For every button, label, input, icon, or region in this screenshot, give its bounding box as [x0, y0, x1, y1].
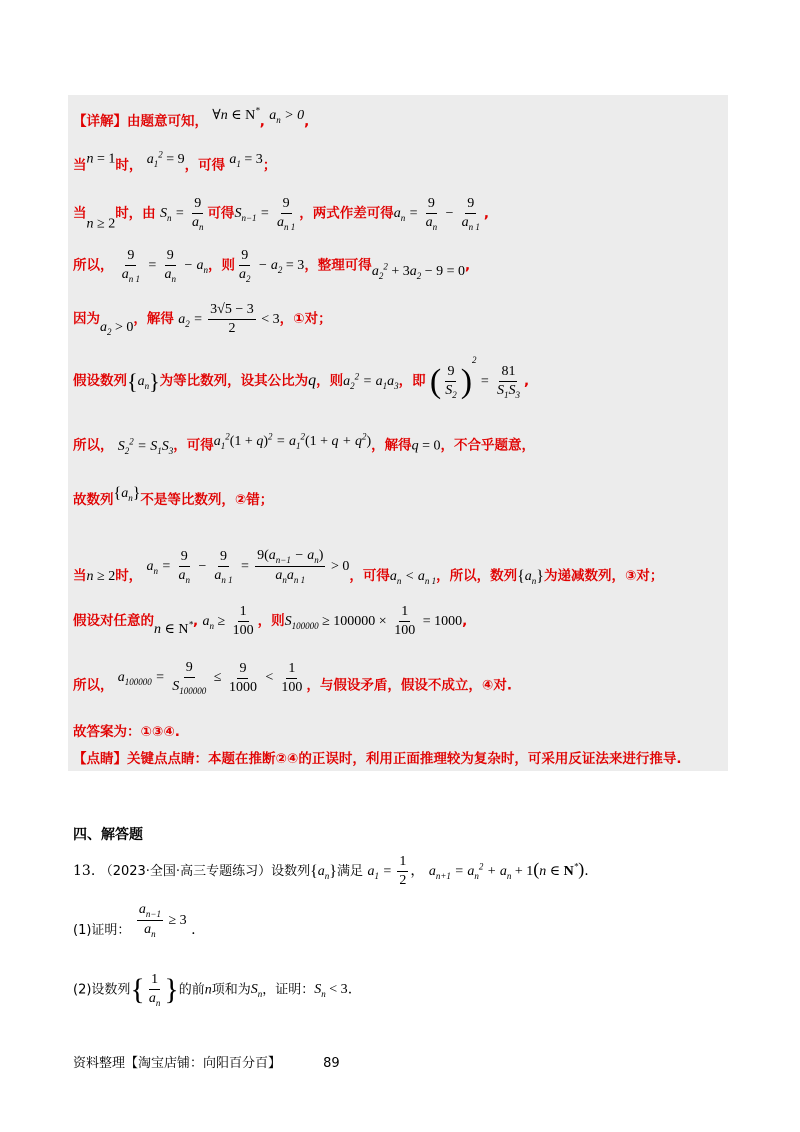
problem-stem: 13. （2023·全国·高三专题练习）设数列$\{a_n\}$满足 $a_1$ = $\frac{1}{2}$ ， $a_{n+1} = a_n^2 + a_n + 1(n$ ∈ N*).	[73, 854, 589, 889]
solution-line-7: 所以， $S_2^2 = S_1S_3$，可得$a_1^2(1 + q)^2 = a_1^2(1 + q + q^2)$，解得q = 0，不合乎题意，	[73, 431, 536, 456]
solution-line-5: 因为$a_2 > 0$，解得 $a_2$ = $\frac{3√5 - 3}{2}$ < 3，①对；	[73, 302, 332, 337]
footer	[73, 1052, 340, 1071]
section-title: 四、解答题	[73, 827, 143, 843]
solution-line-11: 所以， $a_{100000}$ = $\frac{9}{S_{100000}}$ ≤ $\frac{9}{1000}$ < $\frac{1}{100}$ ，与假设矛盾，假设不成立，④对.	[73, 660, 512, 696]
problem-source: （2023·全国·高三专题练习）	[99, 863, 272, 879]
solution-line-4: 所以， $\frac{9}{a_{n 1}}$ = $\frac{9}{a_n}$ − $a_n$，则 $\frac{9}{a_2}$ − $a_2 = 3$，整理可得$a_2^2 + 3a_2 - 9 = 0$,	[73, 248, 471, 284]
comment-line: 【点睛】关键点点睛：本题在推断②④的正误时，利用正面推理较为复杂时，可采用反证法来进行推导.	[73, 751, 682, 767]
problem-number: 13.	[73, 862, 96, 879]
page-number: 89	[323, 1056, 340, 1071]
solution-line-1: 【详解】由题意可知， ∀n ∈ N*, $a_n > 0$,	[73, 105, 310, 130]
solution-line-9: 当n ≥ 2时， $a_n$ = $\frac{9}{a_n}$ − $\frac{9}{a_{n 1}}$ = $\frac{9(a_{n-1} - a_n)}{a_na_{n 1}}$ > 0，可得$a_n < a_{n 1}$，所以，数列$\{a_n\}$为递减数列，③对；	[73, 548, 664, 586]
problem-part-2: (2)设数列{ $\frac{1}{a_n}$ }的前n项和为$S_n$，证明：$S_n < 3$.	[73, 972, 353, 1008]
solution-line-3: 当n ≥ 2时，由 $S_n$ = $\frac{9}{a_n}$ 可得$S_{n-1}$ = $\frac{9}{a_{n 1}}$ ，两式作差可得$a_n$ = $\frac{9}{a_n}$ − $\frac{9}{a_{n 1}}$ ,	[73, 196, 490, 232]
solution-line-6: 假设数列$\{a_n\}$为等比数列，设其公比为q，则$a_2^2 = a_1a_3$，即 ( $\frac{9}{S_2}$ )$^2$ = $\frac{81}{S_1S_3}$ ,	[73, 355, 530, 400]
footer-text: 资料整理【淘宝店铺：向阳百分百】	[73, 1056, 282, 1071]
solution-line-8: 故数列$\{a_n\}$不是等比数列，②错；	[73, 485, 274, 509]
math: ∀n ∈ N*	[212, 105, 260, 123]
answer-line: 故答案为：①③④.	[73, 724, 180, 740]
solution-line-10: 假设对任意的n ∈ N*, $a_n$ ≥ $\frac{1}{100}$ ，则$S_{100000} \ge 100000$ × $\frac{1}{100}$ = 1000,	[73, 604, 468, 639]
solution-line-2: 当n = 1时， $a_1^2 = 9$，可得 $a_1 = 3$；	[73, 149, 277, 174]
problem-part-1: (1)证明： $\frac{a_{n-1}}{a_n}$ ≥ 3 .	[73, 902, 196, 939]
